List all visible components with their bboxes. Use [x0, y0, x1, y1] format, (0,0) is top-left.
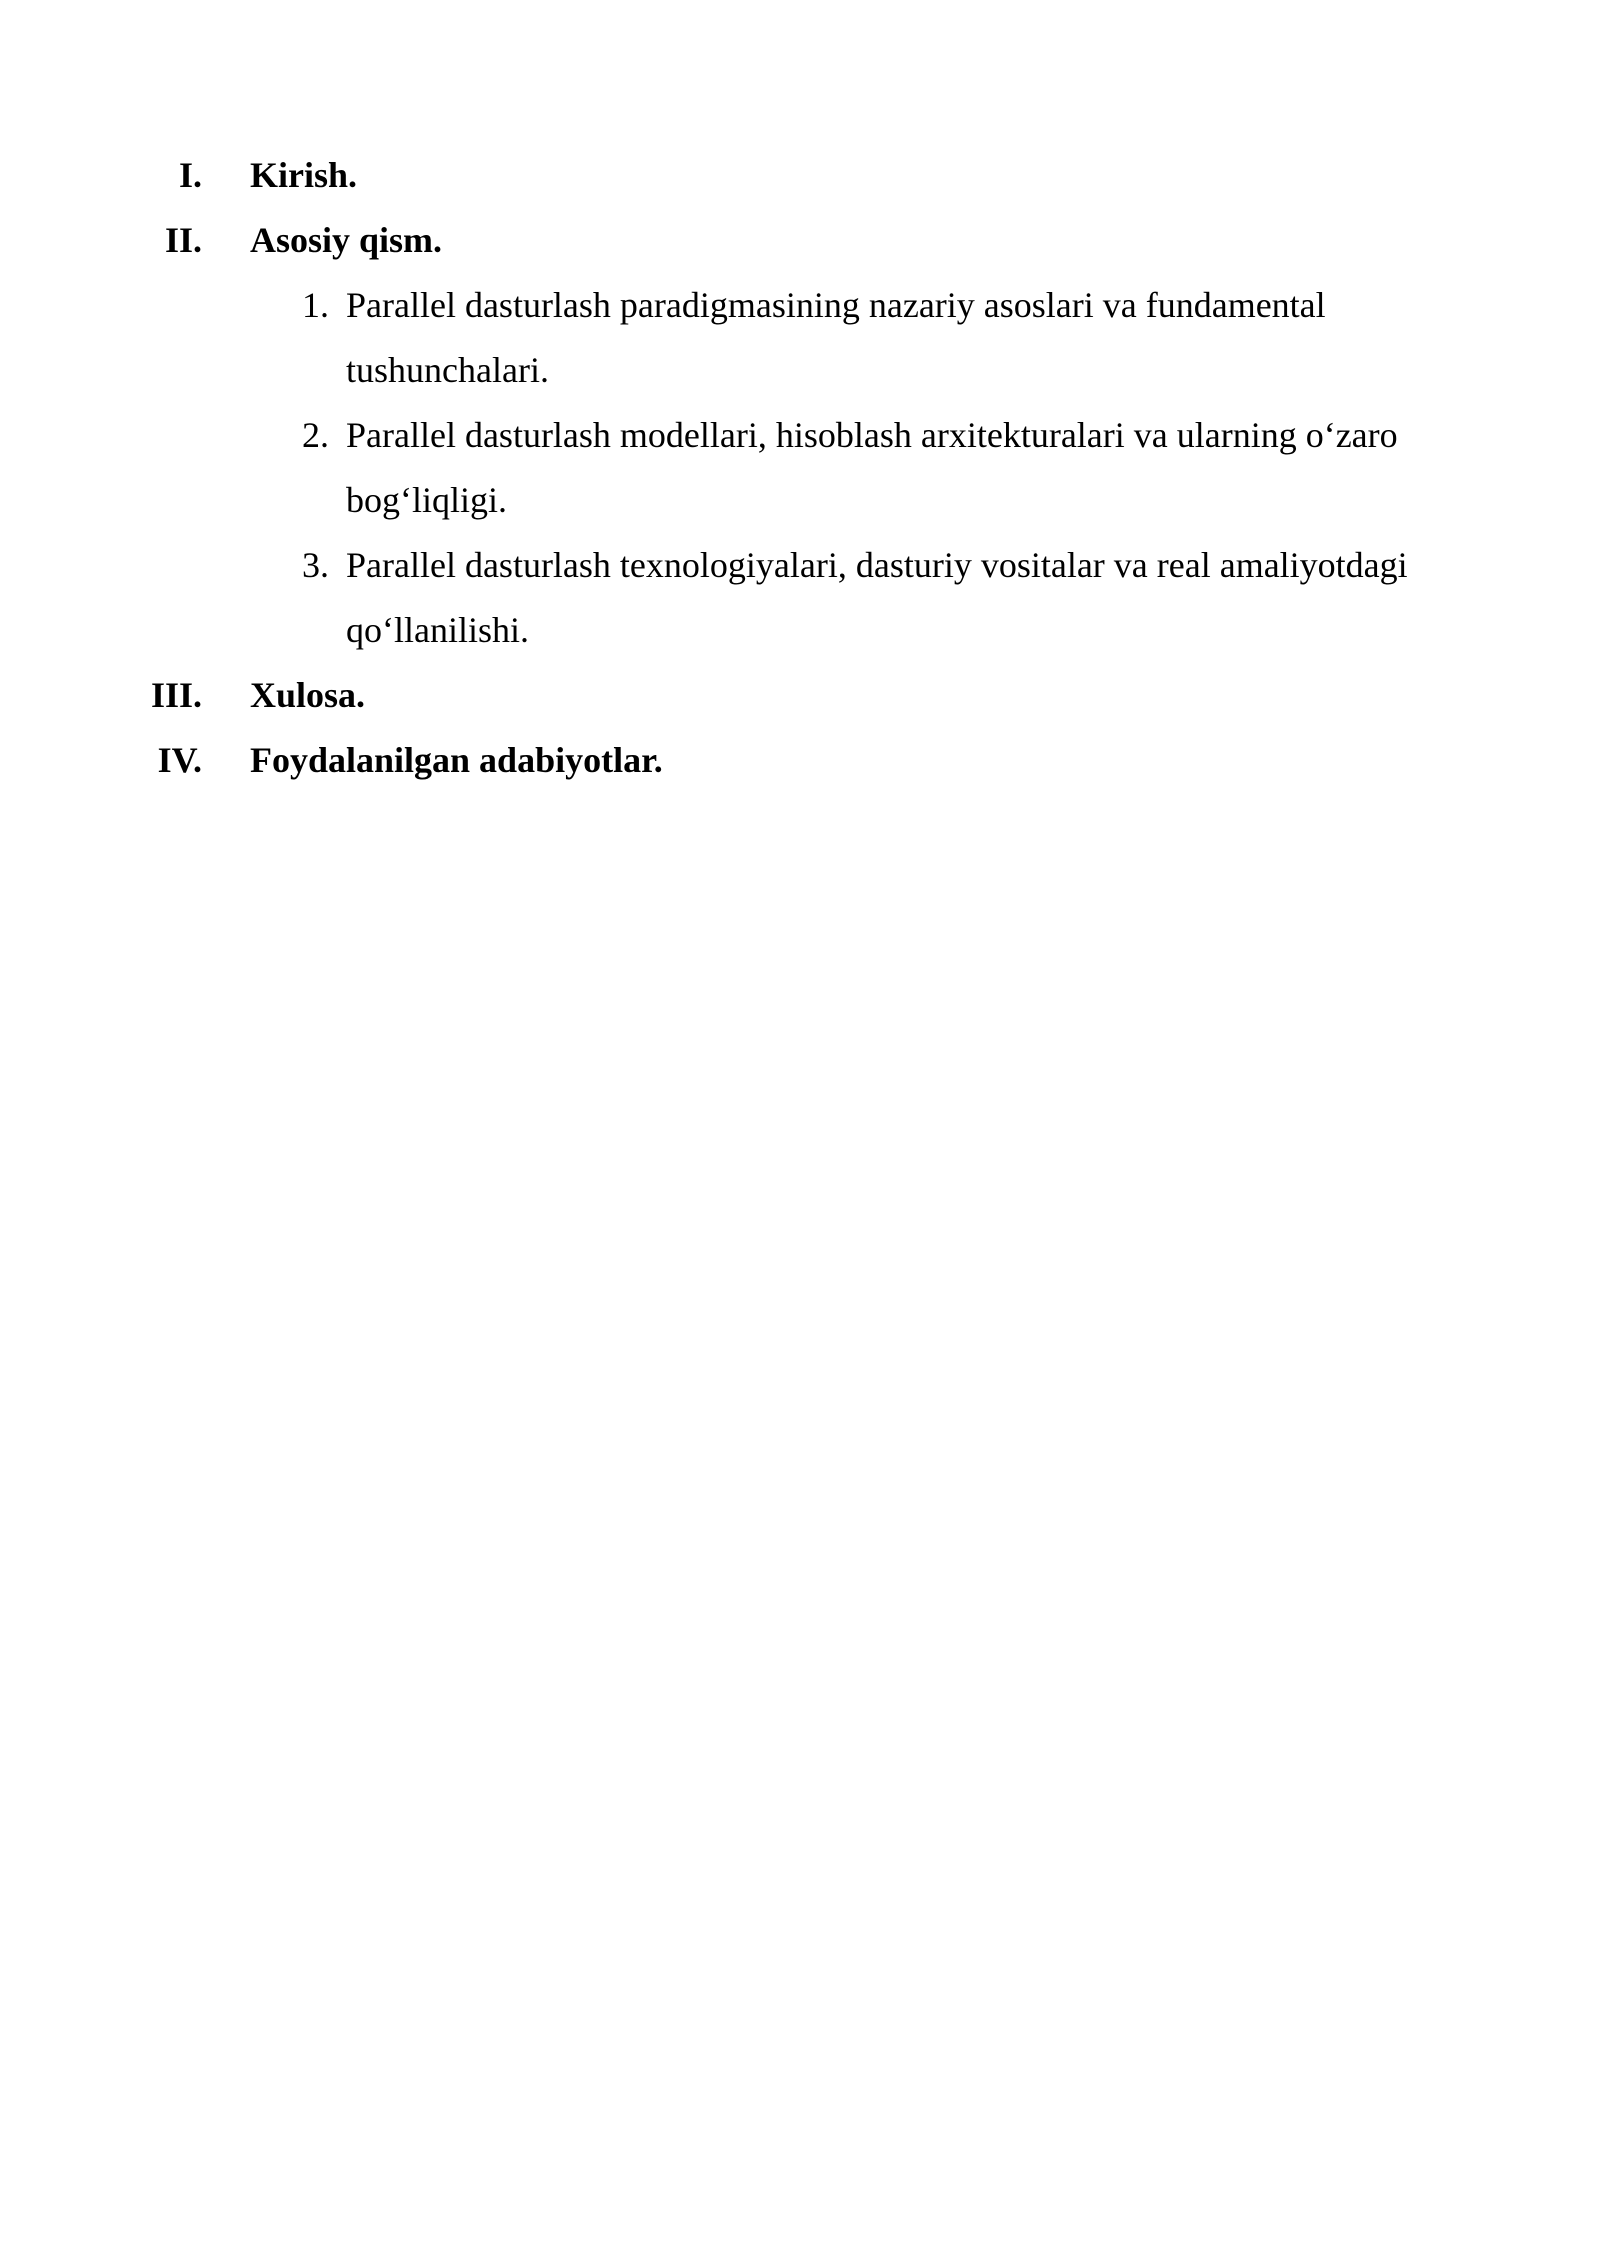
- section-numeral: I.: [178, 155, 202, 195]
- toc-subsection-3-continuation: [0, 598, 1600, 663]
- section-numeral: III.: [150, 675, 202, 715]
- subsection-number: 2.: [302, 415, 329, 455]
- toc-section-2: [0, 208, 1600, 273]
- toc-section-4: [0, 728, 1600, 793]
- subsection-title-line1: Parallel dasturlash modellari, hisoblash arxitekturalari va ularning o‘zaro: [346, 415, 1398, 455]
- section-title: Asosiy qism.: [250, 220, 443, 260]
- subsection-title-line2: tushunchalari.: [346, 350, 549, 390]
- toc-section-3: [0, 663, 1600, 728]
- toc-subsection-2-continuation: [0, 468, 1600, 533]
- subsection-title-line2: bog‘liqligi.: [346, 480, 507, 520]
- toc-subsection-2: [0, 403, 1600, 468]
- toc-subsection-3: [0, 533, 1600, 598]
- toc-subsection-1: [0, 273, 1600, 338]
- section-title: Kirish.: [250, 155, 358, 195]
- subsection-title-line2: qo‘llanilishi.: [346, 610, 529, 650]
- section-title: Xulosa.: [250, 675, 366, 715]
- toc-section-1: [0, 143, 1600, 208]
- section-numeral: II.: [164, 220, 202, 260]
- section-title: Foydalanilgan adabiyotlar.: [250, 740, 663, 780]
- section-numeral: IV.: [157, 740, 202, 780]
- subsection-number: 3.: [302, 545, 329, 585]
- subsection-title-line1: Parallel dasturlash paradigmasining nazariy asoslari va fundamental: [346, 285, 1326, 325]
- toc-subsection-1-continuation: [0, 338, 1600, 403]
- subsection-number: 1.: [302, 285, 329, 325]
- subsection-title-line1: Parallel dasturlash texnologiyalari, dasturiy vositalar va real amaliyotdagi: [346, 545, 1408, 585]
